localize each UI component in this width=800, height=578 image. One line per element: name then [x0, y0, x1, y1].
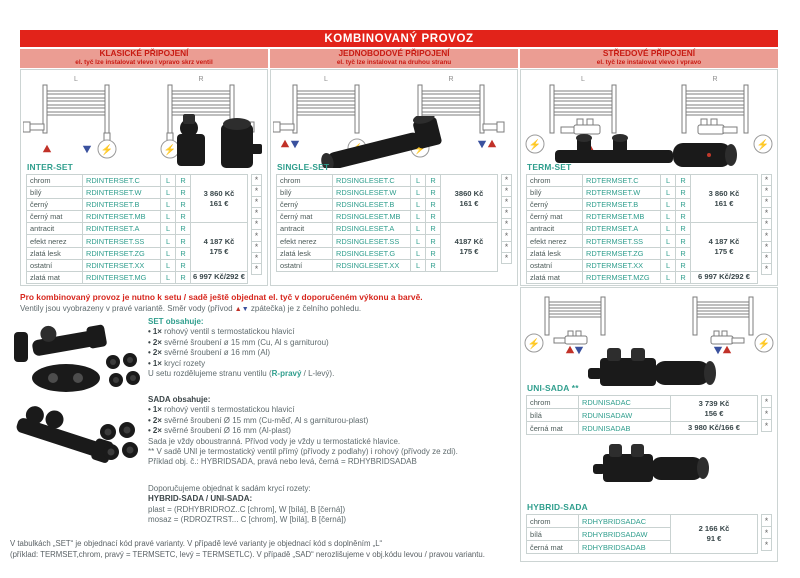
color-name-cell: černý mat: [27, 211, 83, 223]
left-variant-cell: L: [161, 187, 176, 199]
set-heading: SET obsahuje:: [148, 317, 204, 326]
color-name-cell: černý mat: [277, 211, 333, 223]
right-variant-cell: R: [676, 199, 691, 211]
right-variant-cell: R: [176, 272, 191, 284]
singleset-product-photo: [311, 116, 471, 168]
color-name-cell: efekt nerez: [27, 235, 83, 247]
order-code-cell: RDTERMSET.C: [583, 175, 661, 187]
left-variant-cell: L: [161, 175, 176, 187]
rozety-line: mosaz = (RDROZTRST... C [chrom], W [bílá], B [černá]): [148, 515, 347, 525]
order-code-cell: RDTERMSET.W: [583, 187, 661, 199]
left-variant-cell: L: [661, 248, 676, 260]
electric-rod-position-icon: [526, 135, 544, 153]
order-code-cell: RDTERMSET.A: [583, 223, 661, 235]
left-variant-cell: L: [161, 272, 176, 284]
right-variant-cell: R: [426, 235, 441, 247]
footnote-asterisk: *: [251, 229, 262, 241]
flow-in-arrow-icon: [43, 145, 51, 152]
right-variant-cell: R: [676, 211, 691, 223]
left-variant-cell: L: [661, 223, 676, 235]
rozety-block: [148, 484, 518, 526]
column-subtitle: el. tyč lze instalovat na druhou stranu: [336, 59, 452, 67]
order-code-cell: RDSINGLESET.MB: [333, 211, 411, 223]
stredove-panel: [520, 69, 778, 286]
order-code-cell: RDTERMSET.XX: [583, 260, 661, 272]
footnote-asterisk: *: [251, 185, 262, 197]
set-note: U setu rozdělujeme stranu ventilu (R-pravý / L-levý).: [148, 369, 335, 379]
flow-in-arrow-icon: [281, 140, 289, 147]
column-title: STŘEDOVÉ PŘIPOJENÍ: [602, 48, 696, 59]
left-variant-cell: L: [161, 211, 176, 223]
unisada-table-title: UNI-SADA **: [527, 383, 579, 393]
column-title: JEDNOBODOVÉ PŘIPOJENÍ: [338, 48, 450, 59]
footnote-asterisk: *: [761, 174, 772, 186]
note-text: zpátečka) je z čelního pohledu.: [248, 304, 362, 313]
diagram-right-label: R: [712, 76, 718, 83]
footnote-asterisk: *: [251, 196, 262, 208]
right-variant-cell: R: [676, 272, 691, 284]
flow-out-arrow-icon: [83, 146, 91, 153]
order-code-cell: RDHYBRIDSADAB: [579, 541, 671, 554]
footnote-asterisk: *: [501, 207, 512, 219]
color-name-cell: bílý: [27, 187, 83, 199]
right-variant-cell: R: [676, 248, 691, 260]
footnote-asterisk: *: [501, 174, 512, 186]
color-name-cell: ostatní: [27, 260, 83, 272]
left-variant-cell: L: [411, 248, 426, 260]
column-subtitle: el. tyč lze instalovat vlevo i vpravo skrz ventil: [75, 59, 213, 67]
set-item: • 1× rohový ventil s termostatickou hlavicí: [148, 327, 295, 337]
color-name-cell: chrom: [527, 396, 579, 409]
termset-table: [526, 174, 772, 284]
right-variant-cell: R: [176, 187, 191, 199]
right-variant-cell: R: [426, 187, 441, 199]
diagram-right-label: R: [198, 76, 204, 83]
order-code-cell: RDINTERSET.W: [83, 187, 161, 199]
sada-heading: SADA obsahuje:: [148, 395, 211, 404]
uni-sada-product-photo: [576, 344, 726, 394]
footnote-asterisk: *: [761, 229, 772, 241]
footnote-asterisk: *: [251, 241, 262, 253]
footnote-asterisk: *: [251, 263, 262, 275]
diagram-left-label: L: [324, 76, 328, 83]
color-name-cell: chrom: [277, 175, 333, 187]
left-variant-cell: L: [661, 235, 676, 247]
left-variant-cell: L: [661, 199, 676, 211]
order-code-cell: RDINTERSET.XX: [83, 260, 161, 272]
color-name-cell: efekt nerez: [277, 235, 333, 247]
column-header-stredove: [520, 49, 778, 68]
return-arrow-icon: ▼: [241, 306, 249, 313]
footnote-asterisk: *: [251, 252, 262, 264]
right-variant-cell: R: [426, 248, 441, 260]
right-variant-cell: R: [676, 223, 691, 235]
electric-rod-position-icon: [525, 334, 543, 352]
left-variant-cell: L: [161, 260, 176, 272]
set-contents-block: [148, 317, 508, 379]
flow-in-arrow-icon: [488, 140, 496, 147]
color-name-cell: zlatá lesk: [27, 248, 83, 260]
right-variant-cell: R: [176, 248, 191, 260]
diagram-left-label: L: [74, 76, 78, 83]
sada-item: • 2× svěrné šroubení Ø 16 mm (Al-plast): [148, 426, 291, 436]
electric-rod-position-icon: [755, 334, 773, 352]
order-code-cell: RDSINGLESET.B: [333, 199, 411, 211]
footnote-asterisk: *: [501, 252, 512, 264]
footnote-asterisk: *: [761, 196, 772, 208]
color-name-cell: černý: [527, 199, 583, 211]
sada-note: Příklad obj. č.: HYBRIDSADA, pravá nebo levá, černá = RDHYBRIDSADAB: [148, 457, 417, 467]
color-name-cell: černý mat: [527, 211, 583, 223]
right-variant-cell: R: [676, 175, 691, 187]
order-code-cell: RDSINGLESET.W: [333, 187, 411, 199]
left-variant-cell: L: [161, 223, 176, 235]
set-item: • 1× krycí rozety: [148, 358, 206, 368]
order-code-cell: RDSINGLESET.A: [333, 223, 411, 235]
left-variant-cell: L: [161, 235, 176, 247]
column-title: KLASICKÉ PŘIPOJENÍ: [99, 48, 189, 59]
hybridsada-table: [526, 514, 772, 554]
color-name-cell: černý: [277, 199, 333, 211]
right-variant-cell: R: [176, 235, 191, 247]
color-name-cell: bílá: [527, 528, 579, 541]
footnote-asterisk: *: [501, 241, 512, 253]
footnote-asterisk: *: [761, 263, 772, 275]
left-variant-cell: L: [661, 211, 676, 223]
order-warning-text: Pro kombinovaný provoz je nutno k setu / sadě ještě objednat el. tyč v doporučeném výkonu a barvě.: [20, 292, 423, 302]
right-variant-cell: R: [176, 211, 191, 223]
sada-panel: [520, 287, 778, 562]
valve-orientation-note: [20, 304, 361, 313]
footnote-asterisk: *: [251, 207, 262, 219]
diagram-right-label: R: [448, 76, 454, 83]
order-code-cell: RDTERMSET.B: [583, 199, 661, 211]
rozety-heading: HYBRID-SADA / UNI-SADA:: [148, 494, 253, 504]
price-cell: 3860 Kč 161 €: [441, 175, 498, 223]
right-variant-cell: R: [426, 223, 441, 235]
color-name-cell: ostatní: [527, 260, 583, 272]
diagram-left-label: L: [581, 76, 585, 83]
right-variant-cell: R: [676, 187, 691, 199]
right-variant-cell: R: [676, 235, 691, 247]
left-variant-cell: L: [661, 272, 676, 284]
footnote-asterisk: *: [501, 218, 512, 230]
price-cell: 3 739 Kč 156 €: [671, 396, 758, 422]
order-code-cell: RDUNISADAW: [579, 409, 671, 422]
left-variant-cell: L: [411, 260, 426, 272]
set-contents-photo: [10, 322, 146, 396]
sada-item: • 2× svěrné šroubení Ø 15 mm (Cu-měď, Al s garniturou-plast): [148, 415, 369, 425]
rozety-line: plast = (RDHYBRIDROZ..C [chrom], W [bílá], B [černá]): [148, 504, 346, 514]
footnote-asterisk: *: [501, 229, 512, 241]
singleset-table-title: SINGLE-SET: [277, 162, 330, 172]
rozety-intro: Doporučujeme objednat k sadám krycí rozety:: [148, 484, 311, 493]
sada-contents-block: [148, 395, 518, 468]
footnote-asterisk: *: [761, 538, 772, 551]
order-code-cell: RDINTERSET.B: [83, 199, 161, 211]
color-name-cell: efekt nerez: [527, 235, 583, 247]
left-variant-cell: L: [411, 199, 426, 211]
right-variant-cell: R: [676, 260, 691, 272]
left-variant-cell: L: [661, 175, 676, 187]
order-code-cell: RDSINGLESET.XX: [333, 260, 411, 272]
left-variant-cell: L: [411, 187, 426, 199]
footnote-asterisk: *: [501, 185, 512, 197]
flow-in-arrow-icon: [566, 346, 574, 353]
footnote-asterisk: *: [761, 207, 772, 219]
color-name-cell: antracit: [527, 223, 583, 235]
footnote-asterisk: *: [761, 252, 772, 264]
left-variant-cell: L: [411, 175, 426, 187]
footnote-asterisk: *: [251, 218, 262, 230]
price-cell: 3 860 Kč 161 €: [691, 175, 758, 223]
hybridsada-table-title: HYBRID-SADA: [527, 502, 588, 512]
footnote-asterisk: *: [501, 196, 512, 208]
left-variant-cell: L: [161, 248, 176, 260]
footnote-asterisk: *: [761, 185, 772, 197]
page-title-bar: [20, 30, 778, 47]
order-code-cell: RDINTERSET.MB: [83, 211, 161, 223]
color-name-cell: černá mat: [527, 422, 579, 435]
right-variant-cell: R: [176, 175, 191, 187]
order-code-cell: RDSINGLESET.C: [333, 175, 411, 187]
footnote-asterisk: *: [761, 218, 772, 230]
color-name-cell: černý: [27, 199, 83, 211]
set-item: • 2× svěrné šroubení ø 15 mm (Cu, Al s garniturou): [148, 337, 329, 347]
right-variant-cell: R: [176, 260, 191, 272]
footer-note-line2: (příklad: TERMSET,chrom, pravý = TERMSETC, levý = TERMSETLC). V případě „SAD“ nerozlišujeme v obj.kódu levou / pravou variantu.: [10, 550, 485, 559]
left-variant-cell: L: [411, 235, 426, 247]
color-name-cell: antracit: [27, 223, 83, 235]
color-name-cell: zlatá lesk: [527, 248, 583, 260]
hybrid-sada-product-photo: [583, 438, 723, 500]
termset-table-title: TERM-SET: [527, 162, 572, 172]
sada-item: • 1× rohový ventil s termostatickou hlavicí: [148, 405, 295, 415]
order-code-cell: RDHYBRIDSADAW: [579, 528, 671, 541]
color-name-cell: chrom: [527, 175, 583, 187]
column-header-jednobodove: [270, 49, 518, 68]
left-variant-cell: L: [661, 260, 676, 272]
set-item: • 2× svěrné šroubení ø 16 mm (Al): [148, 348, 270, 358]
color-name-cell: bílý: [277, 187, 333, 199]
order-code-cell: RDINTERSET.A: [83, 223, 161, 235]
flow-out-arrow-icon: [478, 141, 486, 148]
price-cell: 3 860 Kč 161 €: [191, 175, 248, 223]
order-code-cell: RDTERMSET.SS: [583, 235, 661, 247]
interset-table: [26, 174, 262, 284]
sada-note: Sada je vždy oboustranná. Přívod vody je vždy u termostatické hlavice.: [148, 436, 401, 446]
note-text: Ventily jsou vyobrazeny v pravé variantě. Směr vody (přívod: [20, 304, 235, 313]
color-name-cell: chrom: [527, 515, 579, 528]
color-name-cell: bílá: [527, 409, 579, 422]
order-code-cell: RDTERMSET.MZG: [583, 272, 661, 284]
color-name-cell: zlatá mat: [27, 272, 83, 284]
right-variant-cell: R: [426, 211, 441, 223]
order-code-cell: RDSINGLESET.G: [333, 248, 411, 260]
interset-table-title: INTER-SET: [27, 162, 74, 172]
color-name-cell: bílý: [527, 187, 583, 199]
right-variant-cell: R: [426, 260, 441, 272]
order-code-cell: RDINTERSET.ZG: [83, 248, 161, 260]
interset-product-photo: [171, 112, 263, 170]
footer-note-line1: V tabulkách „SET“ je objednací kód pravé varianty. V případě levé varianty je objednací kód s doplněním „L“: [10, 539, 383, 548]
color-name-cell: ostatní: [277, 260, 333, 272]
footnote-asterisk: *: [251, 174, 262, 186]
price-cell: 4187 Kč 175 €: [441, 223, 498, 271]
left-variant-cell: L: [411, 211, 426, 223]
jednobodove-panel: [270, 69, 518, 286]
price-cell: 4 187 Kč 175 €: [191, 223, 248, 271]
color-name-cell: chrom: [27, 175, 83, 187]
termset-product-photo: [549, 132, 749, 170]
color-name-cell: zlatá lesk: [277, 248, 333, 260]
left-variant-cell: L: [161, 199, 176, 211]
column-subtitle: el. tyč lze instalovat vlevo i vpravo: [596, 59, 702, 67]
left-variant-cell: L: [411, 223, 426, 235]
price-cell: 4 187 Kč 175 €: [691, 223, 758, 271]
order-code-cell: RDUNISADAC: [579, 396, 671, 409]
klasicke-panel: [20, 69, 268, 286]
page-title: KOMBINOVANÝ PROVOZ: [324, 32, 474, 45]
price-cell: 6 997 Kč/292 €: [191, 272, 248, 284]
inflow-arrow-icon: ▲: [234, 306, 242, 313]
order-code-cell: RDSINGLESET.SS: [333, 235, 411, 247]
order-code-cell: RDTERMSET.ZG: [583, 248, 661, 260]
unisada-table: [526, 395, 772, 435]
singleset-table: [276, 174, 512, 272]
right-variant-cell: R: [176, 199, 191, 211]
footnote-asterisk: *: [761, 419, 772, 432]
flow-out-arrow-icon: [291, 141, 299, 148]
price-cell: 2 166 Kč 91 €: [671, 515, 758, 554]
electric-rod-position-icon: [98, 140, 116, 158]
left-variant-cell: L: [661, 187, 676, 199]
order-code-cell: RDHYBRIDSADAC: [579, 515, 671, 528]
order-code-cell: RDUNISADAB: [579, 422, 671, 435]
order-code-cell: RDINTERSET.MG: [83, 272, 161, 284]
column-header-klasicke: [20, 49, 268, 68]
sada-note: ** V sadě UNI je termostatický ventil přímý (přívody z podlahy) i rohový (přívody ze zdi).: [148, 447, 458, 457]
order-code-cell: RDINTERSET.C: [83, 175, 161, 187]
right-variant-cell: R: [426, 175, 441, 187]
price-cell: 3 980 Kč/166 €: [671, 422, 758, 435]
color-name-cell: zlatá mat: [527, 272, 583, 284]
right-variant-cell: R: [176, 223, 191, 235]
order-code-cell: RDINTERSET.SS: [83, 235, 161, 247]
price-cell: 6 997 Kč/292 €: [691, 272, 758, 284]
electric-rod-position-icon: [754, 135, 772, 153]
footnote-asterisk: *: [761, 241, 772, 253]
footnote-asterisk: *: [761, 407, 772, 420]
right-variant-cell: R: [426, 199, 441, 211]
color-name-cell: antracit: [277, 223, 333, 235]
footnote-asterisk: *: [761, 514, 772, 527]
color-name-cell: černá mat: [527, 541, 579, 554]
order-code-cell: RDTERMSET.MB: [583, 211, 661, 223]
footnote-asterisk: *: [761, 526, 772, 539]
sada-contents-photo: [14, 404, 146, 486]
footnote-asterisk: *: [761, 395, 772, 408]
